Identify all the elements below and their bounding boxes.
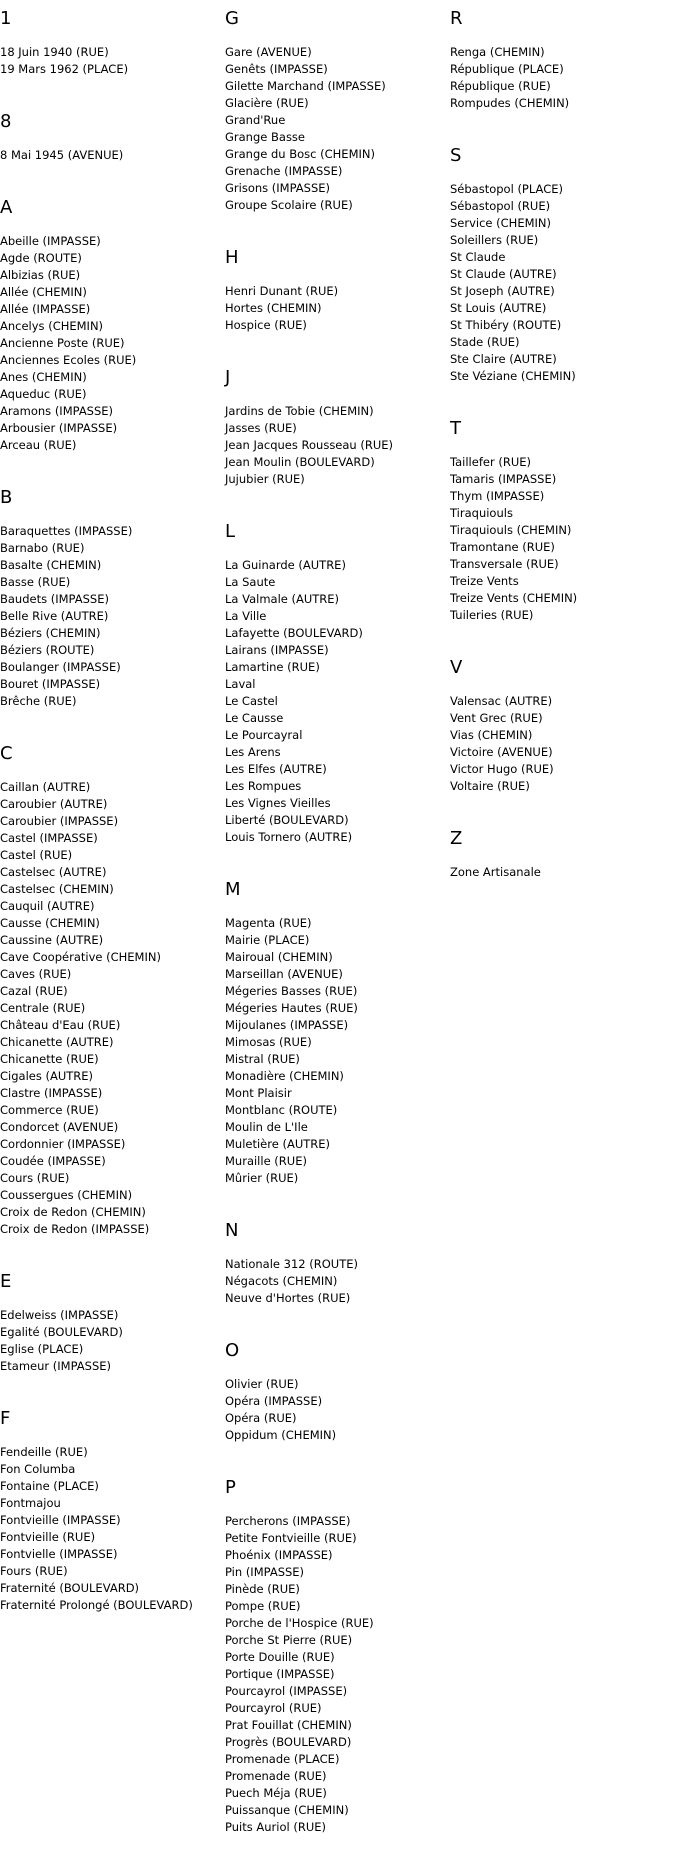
street-list-item[interactable]: 19 Mars 1962 (PLACE) — [0, 62, 129, 76]
section-letter-heading: S — [450, 145, 462, 166]
street-list-item[interactable]: Vias (CHEMIN) — [450, 728, 533, 742]
street-list-item[interactable]: Egalité (BOULEVARD) — [0, 1325, 123, 1339]
street-list-item[interactable]: Grange du Bosc (CHEMIN) — [225, 147, 375, 161]
street-list-item[interactable]: Tamaris (IMPASSE) — [450, 472, 557, 486]
letter-section — [0, 735, 220, 1238]
street-list-item[interactable]: Jean Jacques Rousseau (RUE) — [225, 438, 394, 452]
street-list-item[interactable]: Cazal (RUE) — [0, 984, 68, 998]
section-letter-heading: R — [450, 8, 463, 29]
street-list-item[interactable]: Les Elfes (AUTRE) — [225, 762, 327, 776]
street-list — [450, 44, 670, 112]
street-list-item[interactable]: Fraternité Prolongé (BOULEVARD) — [0, 1598, 193, 1612]
street-list-item[interactable]: Mistral (RUE) — [225, 1052, 300, 1066]
street-list-item[interactable]: Pin (IMPASSE) — [225, 1565, 305, 1579]
section-letter-heading: G — [225, 8, 239, 29]
street-list-item[interactable]: Eglise (PLACE) — [0, 1342, 84, 1356]
section-letter-heading: H — [225, 247, 239, 268]
street-list — [225, 1376, 445, 1444]
street-column-1 — [0, 0, 220, 1639]
street-list-item[interactable]: Basse (RUE) — [0, 575, 71, 589]
street-list-item[interactable]: Genêts (IMPASSE) — [225, 62, 328, 76]
street-list-item[interactable]: Voltaire (RUE) — [450, 779, 530, 793]
street-list-item[interactable]: La Ville — [225, 609, 267, 623]
street-list-item[interactable]: Treize Vents — [450, 574, 519, 588]
section-letter-heading: O — [225, 1340, 240, 1361]
street-list-item[interactable]: Belle Rive (AUTRE) — [0, 609, 109, 623]
section-letter-heading: L — [225, 521, 236, 542]
section-letter-heading: N — [225, 1220, 239, 1241]
street-list — [225, 283, 445, 334]
street-list-item[interactable]: Jujubier (RUE) — [225, 472, 305, 486]
street-list-item[interactable]: Pompe (RUE) — [225, 1599, 301, 1613]
letter-section — [225, 513, 445, 846]
street-list-item[interactable]: Cigales (AUTRE) — [0, 1069, 94, 1083]
street-list-item[interactable]: Castel (RUE) — [0, 848, 73, 862]
street-list-item[interactable]: Fontvieille (IMPASSE) — [0, 1513, 121, 1527]
letter-section — [450, 137, 670, 385]
street-list-item[interactable]: Béziers (ROUTE) — [0, 643, 95, 657]
street-list-item[interactable]: Lamartine (RUE) — [225, 660, 320, 674]
street-list-item[interactable]: St Claude (AUTRE) — [450, 267, 557, 281]
street-list-item[interactable]: Grisons (IMPASSE) — [225, 181, 331, 195]
street-list-item[interactable]: Rompudes (CHEMIN) — [450, 96, 570, 110]
street-list-item[interactable]: Brêche (RUE) — [0, 694, 77, 708]
street-list — [0, 233, 220, 454]
letter-section — [225, 1469, 445, 1836]
street-list-item[interactable]: Le Causse — [225, 711, 284, 725]
street-list-item[interactable]: Oppidum (CHEMIN) — [225, 1428, 337, 1442]
street-list-item[interactable]: Caves (RUE) — [0, 967, 72, 981]
street-list-item[interactable]: Victor Hugo (RUE) — [450, 762, 554, 776]
street-list-item[interactable]: Mégeries Basses (RUE) — [225, 984, 358, 998]
letter-section — [0, 479, 220, 710]
street-list-item[interactable]: Marseillan (AVENUE) — [225, 967, 343, 981]
letter-section — [0, 1400, 220, 1614]
street-list-item[interactable]: Lafayette (BOULEVARD) — [225, 626, 363, 640]
street-list-item[interactable]: Mont Plaisir — [225, 1086, 292, 1100]
street-list-item[interactable]: Grange Basse — [225, 130, 306, 144]
street-list-item[interactable]: Condorcet (AVENUE) — [0, 1120, 119, 1134]
street-list-item[interactable]: Mûrier (RUE) — [225, 1171, 299, 1185]
street-list-item[interactable]: Basalte (CHEMIN) — [0, 558, 102, 572]
street-list-item[interactable]: Puissanque (CHEMIN) — [225, 1803, 349, 1817]
letter-section — [450, 410, 670, 624]
street-list-item[interactable]: Caillan (AUTRE) — [0, 780, 91, 794]
street-list-item[interactable]: Muraille (RUE) — [225, 1154, 307, 1168]
street-list — [225, 403, 445, 488]
letter-section — [225, 871, 445, 1187]
section-letter-heading: 1 — [0, 8, 12, 29]
street-list-item[interactable]: Sébastopol (PLACE) — [450, 182, 563, 196]
street-list-item[interactable]: Promenade (RUE) — [225, 1769, 327, 1783]
street-list-item[interactable]: Olivier (RUE) — [225, 1377, 299, 1391]
street-list-item[interactable]: Les Vignes Vieilles — [225, 796, 331, 810]
section-letter-heading: P — [225, 1477, 236, 1498]
street-list-item[interactable]: Centrale (RUE) — [0, 1001, 86, 1015]
letter-section — [0, 1263, 220, 1375]
street-list-item[interactable]: La Guinarde (AUTRE) — [225, 558, 346, 572]
street-list-item[interactable]: Tramontane (RUE) — [450, 540, 555, 554]
street-list-item[interactable]: Castel (IMPASSE) — [0, 831, 98, 845]
street-list-item[interactable]: Aqueduc (RUE) — [0, 387, 87, 401]
street-list — [450, 181, 670, 385]
street-list-item[interactable]: Laval — [225, 677, 256, 691]
letter-section — [225, 1212, 445, 1307]
street-list-item[interactable]: Fontvieille (RUE) — [0, 1530, 96, 1544]
street-list-item[interactable]: Baudets (IMPASSE) — [0, 592, 109, 606]
street-list-item[interactable]: Moulin de L'Ile — [225, 1120, 308, 1134]
street-list-item[interactable]: Cours (RUE) — [0, 1171, 70, 1185]
street-list — [225, 44, 445, 214]
street-list-item[interactable]: Cordonnier (IMPASSE) — [0, 1137, 126, 1151]
street-list-item[interactable]: La Saute — [225, 575, 276, 589]
street-list-item[interactable]: Allée (IMPASSE) — [0, 302, 91, 316]
street-list-item[interactable]: Taillefer (RUE) — [450, 455, 531, 469]
street-list-item[interactable]: St Thibéry (ROUTE) — [450, 318, 562, 332]
street-list-item[interactable]: Allée (CHEMIN) — [0, 285, 87, 299]
street-list-item[interactable]: Prat Fouillat (CHEMIN) — [225, 1718, 352, 1732]
street-list-item[interactable]: Barnabo (RUE) — [0, 541, 85, 555]
street-list — [0, 1307, 220, 1375]
street-list-item[interactable]: Porte Douille (RUE) — [225, 1650, 335, 1664]
street-list-item[interactable]: Louis Tornero (AUTRE) — [225, 830, 353, 844]
street-list-item[interactable]: Ancienne Poste (RUE) — [0, 336, 125, 350]
street-list-item[interactable]: Mégeries Hautes (RUE) — [225, 1001, 358, 1015]
street-list-item[interactable]: Treize Vents (CHEMIN) — [450, 591, 578, 605]
street-list-item[interactable]: Fraternité (BOULEVARD) — [0, 1581, 140, 1595]
section-letter-heading: C — [0, 743, 13, 764]
street-list-item[interactable]: Nationale 312 (ROUTE) — [225, 1257, 358, 1271]
letter-section — [225, 1332, 445, 1444]
letter-section — [225, 359, 445, 488]
street-list — [0, 523, 220, 710]
street-list-item[interactable]: Mijoulanes (IMPASSE) — [225, 1018, 349, 1032]
street-list-item[interactable]: Percherons (IMPASSE) — [225, 1514, 351, 1528]
street-list-item[interactable]: Fours (RUE) — [0, 1564, 68, 1578]
street-list-item[interactable]: 8 Mai 1945 (AVENUE) — [0, 148, 124, 162]
street-list — [450, 864, 670, 881]
street-list-item[interactable]: Caussine (AUTRE) — [0, 933, 104, 947]
street-list-item[interactable]: Coussergues (CHEMIN) — [0, 1188, 133, 1202]
letter-section — [0, 189, 220, 454]
street-list-item[interactable]: Anciennes Ecoles (RUE) — [0, 353, 137, 367]
letter-section — [450, 649, 670, 795]
street-list-item[interactable]: Victoire (AVENUE) — [450, 745, 553, 759]
street-list-item[interactable]: Croix de Redon (CHEMIN) — [0, 1205, 146, 1219]
street-list-item[interactable]: Chicanette (AUTRE) — [0, 1035, 114, 1049]
street-list-item[interactable]: Négacots (CHEMIN) — [225, 1274, 338, 1288]
street-list-item[interactable]: Jardins de Tobie (CHEMIN) — [225, 404, 374, 418]
street-list-item[interactable]: Petite Fontvieille (RUE) — [225, 1531, 357, 1545]
section-letter-heading: F — [0, 1408, 11, 1429]
street-list-item[interactable]: Aramons (IMPASSE) — [0, 404, 114, 418]
street-list-item[interactable]: Puech Méja (RUE) — [225, 1786, 327, 1800]
street-list-item[interactable]: Gare (AVENUE) — [225, 45, 312, 59]
street-list-item[interactable]: St Joseph (AUTRE) — [450, 284, 555, 298]
street-list-item[interactable]: Castelsec (AUTRE) — [0, 865, 107, 879]
street-list-item[interactable]: Boulanger (IMPASSE) — [0, 660, 121, 674]
street-list-item[interactable]: Arceau (RUE) — [0, 438, 77, 452]
street-list-item[interactable]: Ancelys (CHEMIN) — [0, 319, 104, 333]
street-list-item[interactable]: Porche St Pierre (RUE) — [225, 1633, 353, 1647]
street-list-item[interactable]: Thym (IMPASSE) — [450, 489, 545, 503]
street-list-item[interactable]: Edelweiss (IMPASSE) — [0, 1308, 119, 1322]
street-list-item[interactable]: Clastre (IMPASSE) — [0, 1086, 103, 1100]
street-list-item[interactable]: Transversale (RUE) — [450, 557, 559, 571]
street-list-item[interactable]: Opéra (RUE) — [225, 1411, 297, 1425]
street-list-item[interactable]: Castelsec (CHEMIN) — [0, 882, 114, 896]
street-column-2 — [225, 0, 445, 1861]
street-list-item[interactable]: Muletière (AUTRE) — [225, 1137, 331, 1151]
street-list-item[interactable]: Zone Artisanale — [450, 865, 541, 879]
street-list-item[interactable]: Jasses (RUE) — [225, 421, 297, 435]
street-list-item[interactable]: Phoénix (IMPASSE) — [225, 1548, 333, 1562]
section-letter-heading: Z — [450, 828, 463, 849]
street-list-item[interactable]: Mairoual (CHEMIN) — [225, 950, 333, 964]
street-list-item[interactable]: Service (CHEMIN) — [450, 216, 551, 230]
street-list — [225, 915, 445, 1187]
street-list-item[interactable]: Caroubier (AUTRE) — [0, 797, 108, 811]
letter-section — [225, 0, 445, 214]
street-list-item[interactable]: Vent Grec (RUE) — [450, 711, 543, 725]
street-list-item[interactable]: Promenade (PLACE) — [225, 1752, 340, 1766]
street-list — [450, 693, 670, 795]
letter-section — [450, 0, 670, 112]
street-list-item[interactable]: Porche de l'Hospice (RUE) — [225, 1616, 374, 1630]
street-list-item[interactable]: Groupe Scolaire (RUE) — [225, 198, 353, 212]
street-list-item[interactable]: Pourcayrol (RUE) — [225, 1701, 322, 1715]
street-list-item[interactable]: Mairie (PLACE) — [225, 933, 310, 947]
street-list-item[interactable]: Coudée (IMPASSE) — [0, 1154, 106, 1168]
letter-section — [450, 820, 670, 881]
street-list — [225, 1513, 445, 1836]
street-list-item[interactable]: Fendeille (RUE) — [0, 1445, 88, 1459]
street-list-item[interactable]: Albizias (RUE) — [0, 268, 81, 282]
street-list-item[interactable]: Pourcayrol (IMPASSE) — [225, 1684, 348, 1698]
street-list-item[interactable]: Tiraquiouls — [450, 506, 513, 520]
street-list-item[interactable]: Sébastopol (RUE) — [450, 199, 551, 213]
street-list-item[interactable]: Croix de Redon (IMPASSE) — [0, 1222, 150, 1236]
street-list-item[interactable]: Ste Véziane (CHEMIN) — [450, 369, 576, 383]
street-list-item[interactable]: Hospice (RUE) — [225, 318, 307, 332]
street-list-item[interactable]: Valensac (AUTRE) — [450, 694, 553, 708]
street-list-item[interactable]: Soleillers (RUE) — [450, 233, 539, 247]
street-list-item[interactable]: Jean Moulin (BOULEVARD) — [225, 455, 375, 469]
street-list-item[interactable]: Opéra (IMPASSE) — [225, 1394, 323, 1408]
street-list — [0, 44, 220, 78]
street-list-item[interactable]: Commerce (RUE) — [0, 1103, 99, 1117]
street-list-item[interactable]: St Claude — [450, 250, 506, 264]
street-list-item[interactable]: Etameur (IMPASSE) — [0, 1359, 111, 1373]
street-list-item[interactable]: Progrès (BOULEVARD) — [225, 1735, 352, 1749]
letter-section — [0, 103, 220, 164]
street-list-item[interactable]: Agde (ROUTE) — [0, 251, 82, 265]
street-list-item[interactable]: Fontmajou — [0, 1496, 61, 1510]
street-list-item[interactable]: La Valmale (AUTRE) — [225, 592, 340, 606]
street-list-item[interactable]: Tiraquiouls (CHEMIN) — [450, 523, 572, 537]
street-list-item[interactable]: Portique (IMPASSE) — [225, 1667, 335, 1681]
street-list-item[interactable]: Fontaine (PLACE) — [0, 1479, 99, 1493]
street-list-item[interactable]: Baraquettes (IMPASSE) — [0, 524, 133, 538]
section-letter-heading: J — [225, 367, 231, 388]
letter-section — [0, 0, 220, 78]
street-list-item[interactable]: Monadière (CHEMIN) — [225, 1069, 344, 1083]
street-list-item[interactable]: Stade (RUE) — [450, 335, 520, 349]
section-letter-heading: E — [0, 1271, 12, 1292]
section-letter-heading: V — [450, 657, 463, 678]
street-list-item[interactable]: Magenta (RUE) — [225, 916, 312, 930]
street-list — [0, 1444, 220, 1614]
street-list-item[interactable]: Fontvielle (IMPASSE) — [0, 1547, 118, 1561]
street-list-item[interactable]: Neuve d'Hortes (RUE) — [225, 1291, 351, 1305]
street-list — [225, 557, 445, 846]
street-list-item[interactable]: Arbousier (IMPASSE) — [0, 421, 118, 435]
street-list-item[interactable]: Bouret (IMPASSE) — [0, 677, 101, 691]
street-list-item[interactable]: Tuileries (RUE) — [450, 608, 534, 622]
street-list-item[interactable]: Lairans (IMPASSE) — [225, 643, 329, 657]
street-list-item[interactable]: Grenache (IMPASSE) — [225, 164, 343, 178]
street-list-item[interactable]: Les Rompues — [225, 779, 302, 793]
street-list — [450, 454, 670, 624]
street-list-item[interactable]: Château d'Eau (RUE) — [0, 1018, 121, 1032]
street-list-item[interactable]: Abeille (IMPASSE) — [0, 234, 101, 248]
street-list — [225, 1256, 445, 1307]
section-letter-heading: 8 — [0, 111, 12, 132]
street-list-item[interactable]: Causse (CHEMIN) — [0, 916, 100, 930]
street-list-item[interactable]: Montblanc (ROUTE) — [225, 1103, 338, 1117]
section-letter-heading: T — [450, 418, 461, 439]
street-list-item[interactable]: Le Castel — [225, 694, 278, 708]
section-letter-heading: A — [0, 197, 13, 218]
street-list-item[interactable]: Le Pourcayral — [225, 728, 303, 742]
street-list-item[interactable]: Gilette Marchand (IMPASSE) — [225, 79, 386, 93]
street-list-item[interactable]: St Louis (AUTRE) — [450, 301, 547, 315]
street-list-item[interactable]: Puits Auriol (RUE) — [225, 1820, 326, 1834]
street-list — [0, 147, 220, 164]
street-list-item[interactable]: Ste Claire (AUTRE) — [450, 352, 557, 366]
street-list — [0, 779, 220, 1238]
letter-section — [225, 239, 445, 334]
street-list-item[interactable]: Cauquil (AUTRE) — [0, 899, 95, 913]
street-column-3 — [450, 0, 670, 906]
street-list-item[interactable]: Cave Coopérative (CHEMIN) — [0, 950, 161, 964]
street-list-item[interactable]: Liberté (BOULEVARD) — [225, 813, 349, 827]
street-list-item[interactable]: Hortes (CHEMIN) — [225, 301, 322, 315]
street-list-item[interactable]: Glacière (RUE) — [225, 96, 309, 110]
street-list-item[interactable]: Pinède (RUE) — [225, 1582, 300, 1596]
street-list-item[interactable]: Fon Columba — [0, 1462, 76, 1476]
section-letter-heading: M — [225, 879, 241, 900]
street-list-item[interactable]: Anes (CHEMIN) — [0, 370, 87, 384]
street-list-item[interactable]: Mimosas (RUE) — [225, 1035, 312, 1049]
street-list-item[interactable]: Chicanette (RUE) — [0, 1052, 99, 1066]
street-list-item[interactable]: République (RUE) — [450, 79, 551, 93]
street-list-item[interactable]: Caroubier (IMPASSE) — [0, 814, 119, 828]
street-list-item[interactable]: Grand'Rue — [225, 113, 286, 127]
street-list-item[interactable]: République (PLACE) — [450, 62, 564, 76]
street-list-item[interactable]: 18 Juin 1940 (RUE) — [0, 45, 109, 59]
section-letter-heading: B — [0, 487, 13, 508]
street-list-item[interactable]: Renga (CHEMIN) — [450, 45, 545, 59]
street-list-item[interactable]: Les Arens — [225, 745, 281, 759]
street-list-item[interactable]: Béziers (CHEMIN) — [0, 626, 101, 640]
street-list-item[interactable]: Henri Dunant (RUE) — [225, 284, 339, 298]
